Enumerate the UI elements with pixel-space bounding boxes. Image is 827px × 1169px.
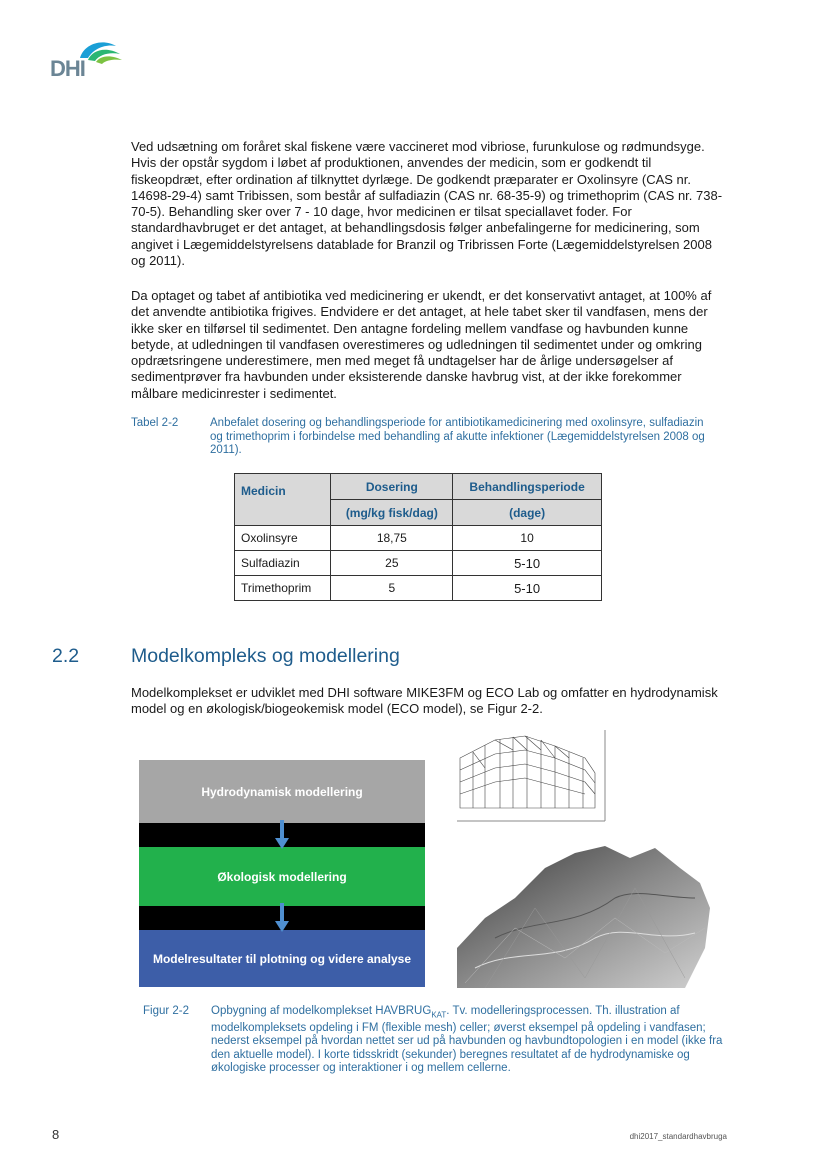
figure-caption-label: Figur 2-2: [143, 1005, 190, 1017]
header-medicin: Medicin: [235, 474, 331, 526]
cell-name: Sulfadiazin: [235, 551, 331, 576]
paragraph-modelkompleks: Modelkomplekset er udviklet med DHI software MIKE3FM og ECO Lab og omfatter en hydrodynamisk model og en økologisk/biogeokemisk model (ECO model), se Figur 2-2.: [131, 685, 718, 717]
cell-name: Oxolinsyre: [235, 526, 331, 551]
cell-dose: 18,75: [331, 526, 453, 551]
flow-box-hydrodynamic-label: Hydrodynamisk modellering: [201, 784, 363, 799]
model-flow-diagram: [139, 760, 425, 987]
section-title: Modelkompleks og modellering: [131, 645, 400, 667]
table-row: [235, 576, 602, 601]
flow-box-results: [139, 930, 425, 987]
unit-dosering: (mg/kg fisk/dag): [331, 500, 453, 526]
arrow-down-icon: [275, 820, 289, 850]
document-id: dhi2017_standardhavbruga: [629, 1132, 727, 1141]
table-caption-text: Anbefalet dosering og behandlingsperiode for antibiotikamedicinering med oxolinsyre, sulfadiazin og trimethoprim i forbindelse med behandling af akutte infektioner (Lægemiddelstyrelsen 2008 og 2011).: [210, 417, 705, 456]
figure-caption-text: [211, 1005, 726, 1076]
logo-text: DHI: [50, 56, 85, 81]
figure-caption-text-before: Opbygning af modelkomplekset HAVBRUG: [211, 1005, 432, 1017]
dosage-table: [234, 473, 602, 601]
flow-box-ecological: [139, 847, 425, 906]
cell-period: 5-10: [453, 576, 602, 601]
cell-name: Trimethoprim: [235, 576, 331, 601]
header-dosering: Dosering: [331, 474, 453, 500]
arrow-down-icon: [275, 903, 289, 933]
cell-period: 5-10: [453, 551, 602, 576]
header-behandlingsperiode: Behandlingsperiode: [453, 474, 602, 500]
flow-box-hydrodynamic: [139, 760, 425, 823]
unit-periode: (dage): [453, 500, 602, 526]
table-caption-label: Tabel 2-2: [131, 417, 179, 429]
cell-dose: 25: [331, 551, 453, 576]
paragraph-vaccination: Ved udsætning om foråret skal fiskene være vaccineret mod vibriose, furunkulose og rødmundsyge. Hvis der opstår sygdom i løbet af produktionen, anvendes der medicin, som er godkendt til fiskeopdræt, efter ordination af tilknyttet dyrlæge. De godkendt præparater er Oxolinsyre (CAS nr. 14698-29-4) samt Tribissen, som består af sulfadiazin (CAS nr. 68-35-9) og trimethoprim (CAS nr. 738-70-5). Behandling sker over 7 - 10 dage, hvor medicinen er tilsat speciallavet foder. For standardhavbruget er det antaget, at behandlingsdosis følger anbefalingerne for medicinering, som angivet i Lægemiddelstyrelsens datablade for Branzil og Tribrissen Forte (Lægemiddelstyrelsen 2008 og 2011).: [131, 139, 723, 269]
cell-period: 10: [453, 526, 602, 551]
figure-caption-subscript: KAT: [431, 1010, 447, 1020]
seabed-mesh-illustration: [455, 838, 715, 990]
page-number: 8: [52, 1127, 60, 1142]
flow-box-results-label: Modelresultater til plotning og videre analyse: [152, 951, 412, 966]
table-row: [235, 526, 602, 551]
flow-box-ecological-label: Økologisk modellering: [217, 869, 347, 884]
dhi-logo: [50, 36, 126, 80]
cell-dose: 5: [331, 576, 453, 601]
figure-caption-text-after: . Tv. modelleringsprocessen. Th. illustration af modelkompleksets opdeling i FM (flexible mesh) celler; øverst eksempel på opdeling i vandfasen; nederst eksempel på hvordan nettet ser ud på havbunden og havbundtopologien i en model (ikke fra den aktuelle model). I korte tidsskridt (sekunder) beregnes resultatet af de hydrodynamiske og økologiske processer og interaktioner i og mellem cellerne.: [211, 1005, 723, 1075]
section-number: 2.2: [52, 645, 80, 667]
paragraph-antibiotics: Da optaget og tabet af antibiotika ved medicinering er ukendt, er det konservativt antaget, at 100% af det anvendte antibiotika frigives. Endvidere er det antaget, at hele tabet sker til vandfasen, mens der ikke sker en tilførsel til sedimentet. Den antagne fordeling mellem vandfase og havbunden kunne betyde, at udledningen til vandfasen overestimeres og udledningen til sedimentet under og omkring opdrætsringene underestimere, men med meget få undtagelser har de årlige undersøgelser af sedimentprøver fra havbunden under eksisterende danske havbrug vist, at der ikke forekommer målbare medicinrester i sedimentet.: [131, 288, 712, 401]
water-column-mesh-illustration: [455, 728, 607, 823]
table-row: [235, 551, 602, 576]
